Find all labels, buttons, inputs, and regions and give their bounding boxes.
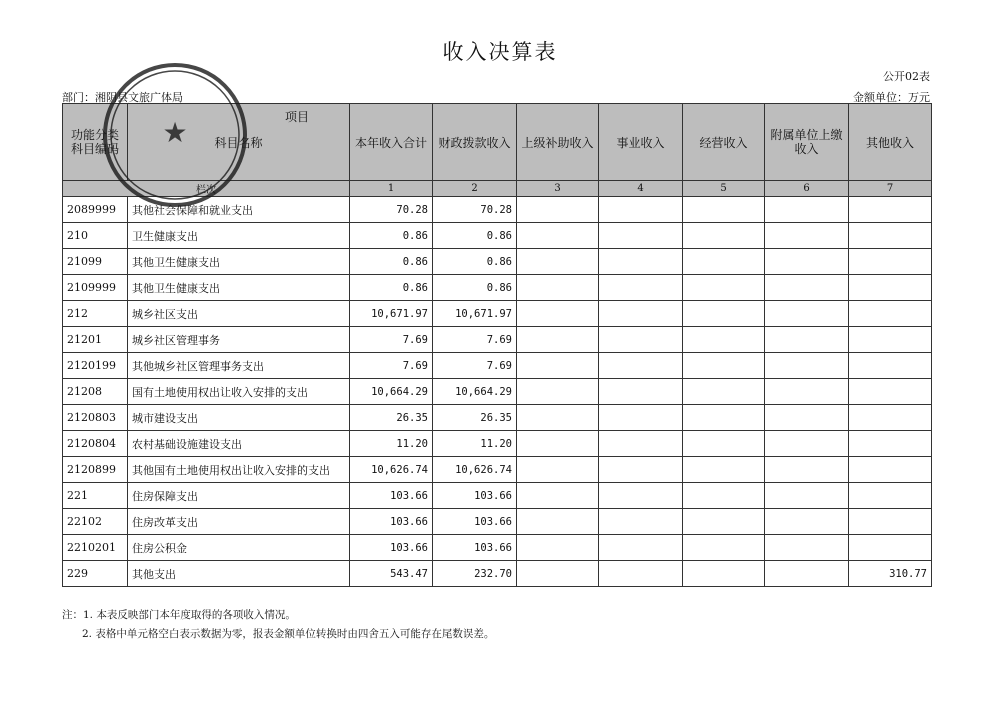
row-code: 21099 <box>63 249 128 275</box>
row-total: 26.35 <box>350 405 433 431</box>
row-other <box>849 249 932 275</box>
row-total: 7.69 <box>350 327 433 353</box>
row-superior <box>517 353 599 379</box>
row-affiliated <box>765 301 849 327</box>
row-business <box>599 327 683 353</box>
row-other <box>849 405 932 431</box>
table-row <box>63 431 932 457</box>
row-affiliated <box>765 457 849 483</box>
header-business: 事业收入 <box>599 104 683 181</box>
row-code: 2120803 <box>63 405 128 431</box>
row-fiscal: 10,626.74 <box>433 457 517 483</box>
row-other <box>849 483 932 509</box>
table-row <box>63 405 932 431</box>
row-business <box>599 301 683 327</box>
row-business <box>599 561 683 587</box>
row-business <box>599 223 683 249</box>
row-affiliated <box>765 379 849 405</box>
row-operating <box>683 197 765 223</box>
row-name: 其他社会保障和就业支出 <box>128 197 350 223</box>
header-operating: 经营收入 <box>683 104 765 181</box>
row-superior <box>517 509 599 535</box>
row-name: 住房改革支出 <box>128 509 350 535</box>
row-other <box>849 301 932 327</box>
row-superior <box>517 275 599 301</box>
row-fiscal: 26.35 <box>433 405 517 431</box>
row-superior <box>517 249 599 275</box>
row-fiscal: 0.86 <box>433 223 517 249</box>
row-business <box>599 535 683 561</box>
header-superior: 上级补助收入 <box>517 104 599 181</box>
row-business <box>599 249 683 275</box>
row-operating <box>683 535 765 561</box>
row-operating <box>683 249 765 275</box>
row-code: 2210201 <box>63 535 128 561</box>
table-row <box>63 483 932 509</box>
row-total: 70.28 <box>350 197 433 223</box>
row-fiscal: 103.66 <box>433 535 517 561</box>
row-business <box>599 483 683 509</box>
row-affiliated <box>765 249 849 275</box>
table-row <box>63 327 932 353</box>
row-superior <box>517 327 599 353</box>
row-affiliated <box>765 197 849 223</box>
table-row <box>63 509 932 535</box>
row-code: 2120199 <box>63 353 128 379</box>
table-row <box>63 561 932 587</box>
row-total: 103.66 <box>350 483 433 509</box>
row-code: 22102 <box>63 509 128 535</box>
row-operating <box>683 379 765 405</box>
note-2: 2. 表格中单元格空白表示数据为零，报表金额单位转换时由四舍五入可能存在尾数误差。 <box>82 628 495 640</box>
header-item-group: 项目 <box>284 110 309 124</box>
row-superior <box>517 197 599 223</box>
table-row <box>63 353 932 379</box>
table-row <box>63 301 932 327</box>
row-name: 住房公积金 <box>128 535 350 561</box>
note-1: 注：1. 本表反映部门本年度取得的各项收入情况。 <box>62 609 296 621</box>
row-total: 543.47 <box>350 561 433 587</box>
header-total: 本年收入合计 <box>350 104 433 181</box>
row-affiliated <box>765 509 849 535</box>
row-operating <box>683 275 765 301</box>
row-superior <box>517 483 599 509</box>
row-operating <box>683 483 765 509</box>
row-operating <box>683 561 765 587</box>
row-total: 10,671.97 <box>350 301 433 327</box>
row-name: 农村基础设施建设支出 <box>128 431 350 457</box>
row-code: 21201 <box>63 327 128 353</box>
row-name: 城乡社区支出 <box>128 301 350 327</box>
row-code: 212 <box>63 301 128 327</box>
row-fiscal: 0.86 <box>433 249 517 275</box>
row-affiliated <box>765 327 849 353</box>
row-fiscal: 7.69 <box>433 353 517 379</box>
row-superior <box>517 301 599 327</box>
row-affiliated <box>765 275 849 301</box>
row-total: 11.20 <box>350 431 433 457</box>
row-total: 7.69 <box>350 353 433 379</box>
row-code: 2120899 <box>63 457 128 483</box>
row-affiliated <box>765 405 849 431</box>
row-total: 0.86 <box>350 223 433 249</box>
row-superior <box>517 223 599 249</box>
row-name: 其他城乡社区管理事务支出 <box>128 353 350 379</box>
row-other <box>849 327 932 353</box>
notes <box>62 606 494 644</box>
row-operating <box>683 301 765 327</box>
row-affiliated <box>765 353 849 379</box>
row-superior <box>517 431 599 457</box>
row-name: 其他卫生健康支出 <box>128 275 350 301</box>
row-name: 卫生健康支出 <box>128 223 350 249</box>
row-total: 103.66 <box>350 509 433 535</box>
row-other <box>849 223 932 249</box>
row-name: 城乡社区管理事务 <box>128 327 350 353</box>
row-superior <box>517 561 599 587</box>
row-code: 210 <box>63 223 128 249</box>
row-code: 229 <box>63 561 128 587</box>
header-item-name-label: 科目名称 <box>214 135 263 150</box>
row-code: 21208 <box>63 379 128 405</box>
row-business <box>599 197 683 223</box>
row-code: 2120804 <box>63 431 128 457</box>
row-fiscal: 11.20 <box>433 431 517 457</box>
seq-label: 栏次 <box>63 181 350 197</box>
row-fiscal: 10,671.97 <box>433 301 517 327</box>
row-other <box>849 509 932 535</box>
row-code: 2109999 <box>63 275 128 301</box>
page-title: 收入决算表 <box>442 40 558 64</box>
row-fiscal: 103.66 <box>433 483 517 509</box>
row-affiliated <box>765 223 849 249</box>
row-business <box>599 509 683 535</box>
row-operating <box>683 223 765 249</box>
form-number: 公开02表 <box>883 70 930 83</box>
row-operating <box>683 353 765 379</box>
row-business <box>599 353 683 379</box>
row-other <box>849 535 932 561</box>
table-row <box>63 379 932 405</box>
row-fiscal: 10,664.29 <box>433 379 517 405</box>
header-other: 其他收入 <box>849 104 932 181</box>
row-name: 国有土地使用权出让收入安排的支出 <box>128 379 350 405</box>
row-affiliated <box>765 483 849 509</box>
row-fiscal: 103.66 <box>433 509 517 535</box>
row-name: 其他支出 <box>128 561 350 587</box>
row-other: 310.77 <box>849 561 932 587</box>
row-name: 住房保障支出 <box>128 483 350 509</box>
seq-7: 7 <box>849 181 932 197</box>
row-fiscal: 232.70 <box>433 561 517 587</box>
row-business <box>599 275 683 301</box>
seq-5: 5 <box>683 181 765 197</box>
row-superior <box>517 405 599 431</box>
row-other <box>849 431 932 457</box>
row-business <box>599 457 683 483</box>
seq-6: 6 <box>765 181 849 197</box>
row-other <box>849 275 932 301</box>
seq-2: 2 <box>433 181 517 197</box>
seq-3: 3 <box>517 181 599 197</box>
row-superior <box>517 457 599 483</box>
row-fiscal: 0.86 <box>433 275 517 301</box>
row-other <box>849 353 932 379</box>
row-name: 其他卫生健康支出 <box>128 249 350 275</box>
row-operating <box>683 405 765 431</box>
row-total: 0.86 <box>350 275 433 301</box>
seq-1: 1 <box>350 181 433 197</box>
row-other <box>849 197 932 223</box>
row-operating <box>683 431 765 457</box>
table-row <box>63 249 932 275</box>
row-total: 10,664.29 <box>350 379 433 405</box>
row-other <box>849 457 932 483</box>
row-other <box>849 379 932 405</box>
table-row <box>63 223 932 249</box>
header-func-code: 功能分类科目编码 <box>63 104 128 181</box>
row-superior <box>517 535 599 561</box>
row-business <box>599 379 683 405</box>
seq-4: 4 <box>599 181 683 197</box>
table-row <box>63 535 932 561</box>
row-code: 2089999 <box>63 197 128 223</box>
row-business <box>599 405 683 431</box>
row-business <box>599 431 683 457</box>
row-affiliated <box>765 431 849 457</box>
row-fiscal: 7.69 <box>433 327 517 353</box>
department-label: 部门：湘阴县文旅广体局 <box>62 91 183 104</box>
amount-unit: 金额单位：万元 <box>853 91 930 104</box>
row-total: 103.66 <box>350 535 433 561</box>
official-seal-stamp <box>100 60 250 210</box>
row-name: 城市建设支出 <box>128 405 350 431</box>
table-row <box>63 275 932 301</box>
row-total: 10,626.74 <box>350 457 433 483</box>
row-fiscal: 70.28 <box>433 197 517 223</box>
row-affiliated <box>765 535 849 561</box>
row-operating <box>683 327 765 353</box>
row-name: 其他国有土地使用权出让收入安排的支出 <box>128 457 350 483</box>
row-code: 221 <box>63 483 128 509</box>
svg-text:★: ★ <box>162 116 188 149</box>
row-affiliated <box>765 561 849 587</box>
row-superior <box>517 379 599 405</box>
table-row <box>63 457 932 483</box>
row-total: 0.86 <box>350 249 433 275</box>
header-fiscal: 财政拨款收入 <box>433 104 517 181</box>
row-operating <box>683 457 765 483</box>
header-affiliated: 附属单位上缴收入 <box>765 104 849 181</box>
row-operating <box>683 509 765 535</box>
